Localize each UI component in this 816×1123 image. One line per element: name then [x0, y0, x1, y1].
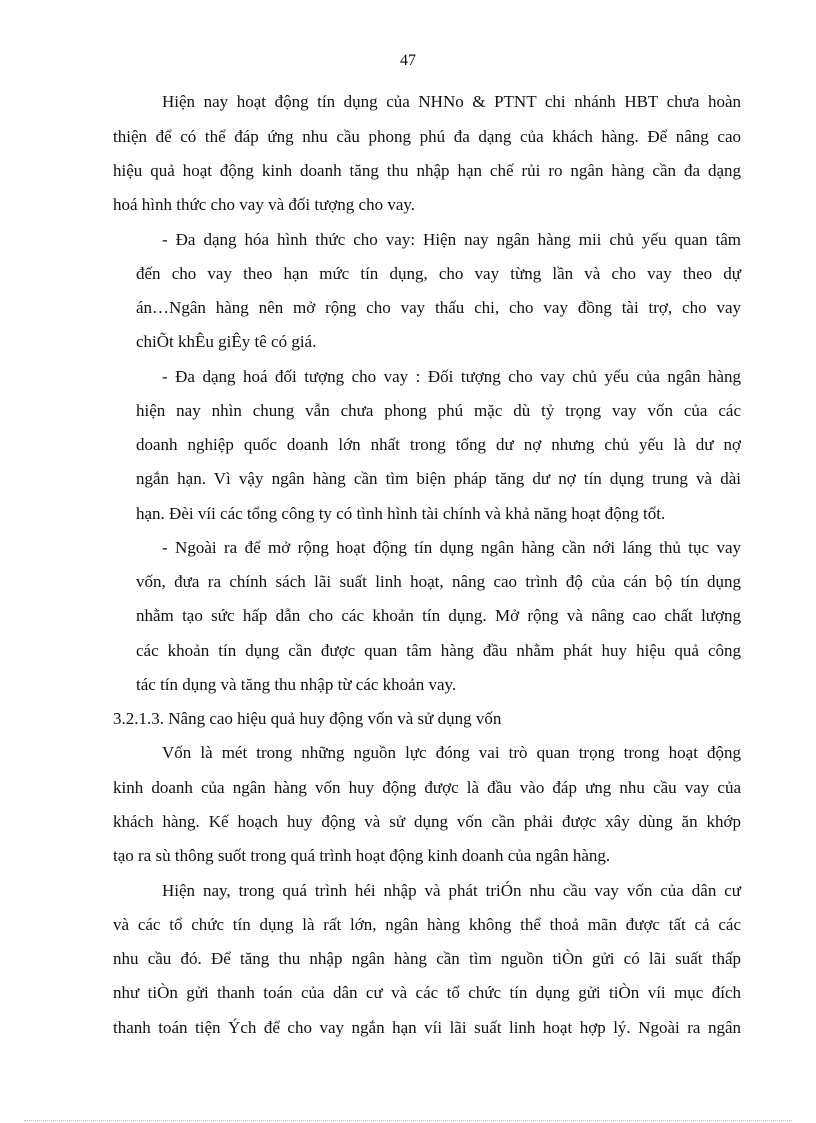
- page-bottom-rule: [24, 1120, 792, 1121]
- text-line: tạo ra sù thông suốt trong quá trình hoạt động kinh doanh của ngân hàng.: [113, 846, 611, 865]
- text-line: hiện nay nhìn chung vẫn chưa phong phú mặc dù tỷ trọng vay vốn của các: [136, 401, 741, 420]
- page-number: 47: [400, 52, 416, 69]
- text-line: và các tổ chức tín dụng là rất lớn, ngân hàng không thể thoả mãn được tất cả các: [113, 915, 741, 934]
- text-line: hạn. Đèi víi các tổng công ty có tình hình tài chính và khả năng hoạt động tốt.: [136, 504, 666, 523]
- text-line: nhằm tạo sức hấp dẫn cho các khoản tín dụng. Mở rộng và nâng cao chất lượng: [136, 606, 741, 625]
- text-line: án…Ngân hàng nên mở rộng cho vay thấu chi, cho vay đồng tài trợ, cho vay: [136, 298, 741, 317]
- text-line: doanh nghiệp quốc doanh lớn nhất trong tổng dư nợ nhưng chủ yếu là dư nợ: [136, 435, 741, 454]
- text-line: thiện để có thể đáp ứng nhu cầu phong phú đa dạng của khách hàng. Để nâng cao: [113, 127, 741, 146]
- section-heading: 3.2.1.3. Nâng cao hiệu quả huy động vốn và sử dụng vốn: [113, 709, 502, 728]
- text-line: như tiÒn gửi thanh toán của dân cư và các tổ chức tín dụng gửi tiÒn víi mục đích: [113, 983, 741, 1002]
- text-line: tác tín dụng và tăng thu nhập từ các khoản vay.: [136, 675, 457, 694]
- text-line: các khoản tín dụng cần được quan tâm hàng đầu nhằm phát huy hiệu quả công: [136, 641, 741, 660]
- text-line: - Ngoài ra để mở rộng hoạt động tín dụng ngân hàng cần nới láng thủ tục vay: [162, 538, 741, 557]
- text-line: hoá hình thức cho vay và đối tượng cho vay.: [113, 195, 416, 214]
- text-line: vốn, đưa ra chính sách lãi suất linh hoạt, nâng cao trình độ của cán bộ tín dụng: [136, 572, 741, 591]
- text-line: Hiện nay hoạt động tín dụng của NHNo & PTNT chi nhánh HBT chưa hoàn: [162, 92, 741, 111]
- text-line: hiệu quả hoạt động kinh doanh tăng thu nhập hạn chế rủi ro ngân hàng cần đa dạng: [113, 161, 741, 180]
- text-line: khách hàng. Kế hoạch huy động và sử dụng vốn cần phải được xây dùng ăn khớp: [113, 812, 741, 831]
- text-line: Hiện nay, trong quá trình héi nhập và phát triÓn nhu cầu vay vốn của dân cư: [162, 881, 741, 900]
- text-line: kinh doanh của ngân hàng vốn huy động được là đầu vào đáp ưng nhu cầu vay của: [113, 778, 741, 797]
- text-line: ngắn hạn. Vì vậy ngân hàng cần tìm biện pháp tăng dư nợ tín dụng trung và dài: [136, 469, 741, 488]
- text-line: đến cho vay theo hạn mức tín dụng, cho vay từng lần và cho vay theo dự: [136, 264, 741, 283]
- text-line: - Đa dạng hóa hình thức cho vay: Hiện nay ngân hàng mii chủ yếu quan tâm: [162, 230, 741, 249]
- text-line: nhu cầu đó. Để tăng thu nhập ngân hàng cần tìm nguồn tiÒn gửi có lãi suất thấp: [113, 949, 741, 968]
- text-line: chiÕt khÊu giÊy tê có giá.: [136, 332, 317, 351]
- text-line: thanh toán tiện Ých để cho vay ngắn hạn víi lãi suất linh hoạt hợp lý. Ngoài ra ngân: [113, 1018, 741, 1037]
- text-line: - Đa dạng hoá đối tượng cho vay : Đối tượng cho vay chủ yếu của ngân hàng: [162, 367, 741, 386]
- text-line: Vốn là mét trong những nguồn lực đóng vai trò quan trọng trong hoạt động: [162, 743, 741, 762]
